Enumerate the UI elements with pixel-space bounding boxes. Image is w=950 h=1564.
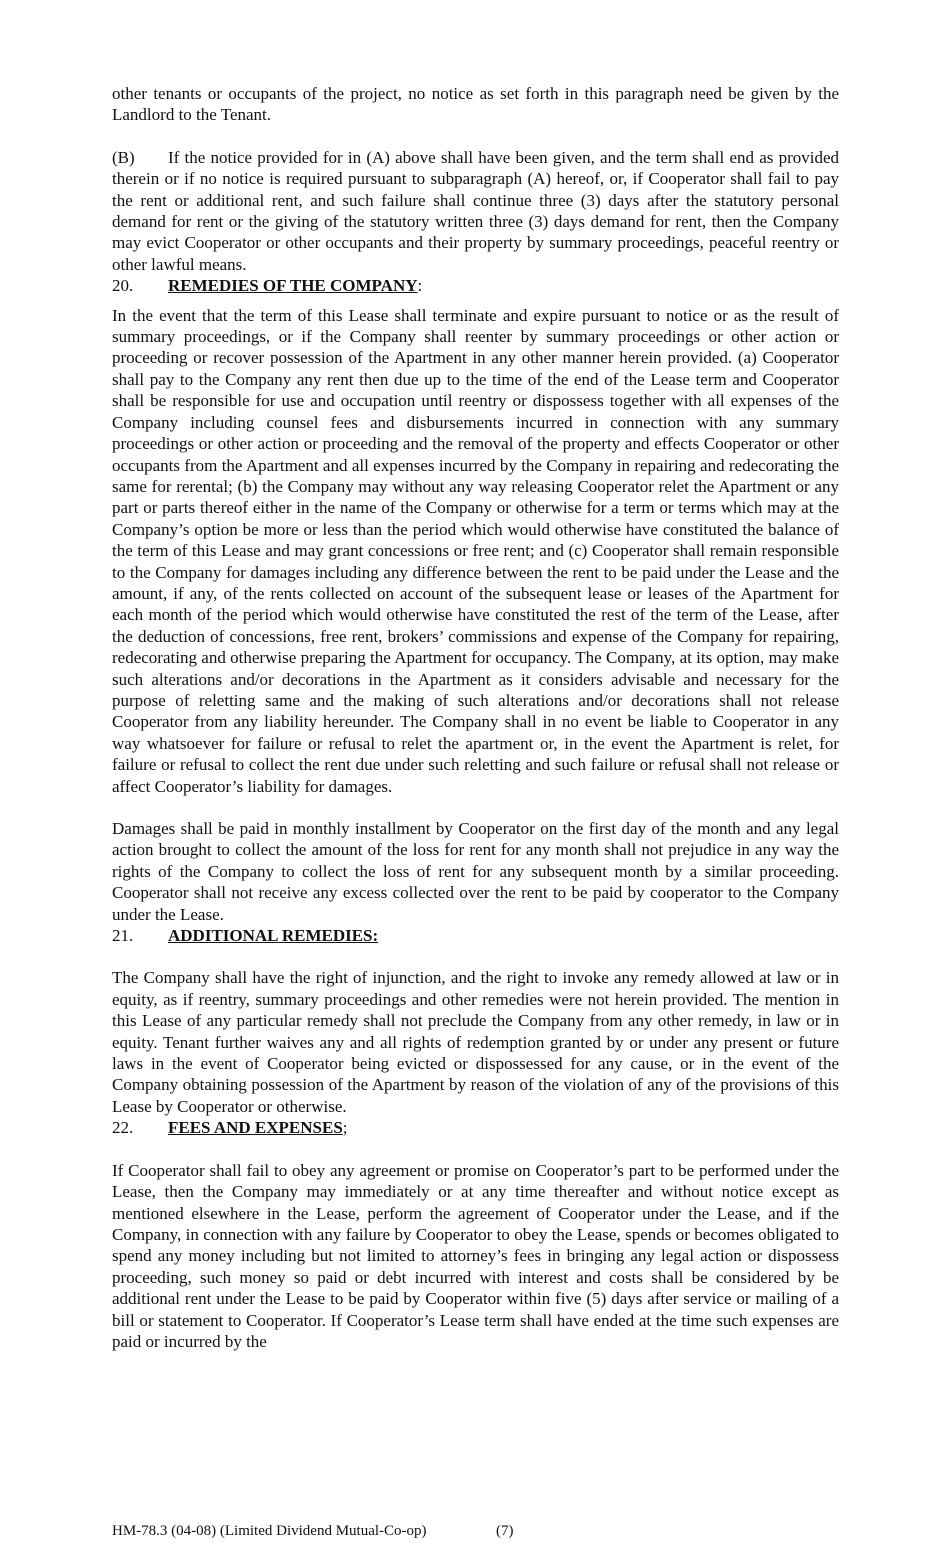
paragraph-b-text: If the notice provided for in (A) above shall have been given, and the term shall end as provided therein or if no notice is required pursuant to subparagraph (A) hereof, or, if Cooperator shall fail to pay the rent or additional rent, and such failure shall continue three (3) days after the statutory personal demand for rent or the giving of the statutory written three (3) days demand for rent, then the Company may evict Cooperator or other occupants and their property by summary proceedings, peaceful reentry or other lawful means.: [112, 147, 839, 274]
section-20-number: 20.: [112, 276, 134, 296]
section-20-suffix: :: [417, 276, 423, 296]
section-22-number: 22.: [112, 1118, 134, 1138]
section-22-suffix: ;: [342, 1118, 348, 1138]
section-22-heading: [112, 1117, 839, 1138]
paragraph-b-label: (B): [112, 147, 135, 167]
section-20-title: REMEDIES OF THE COMPANY: [168, 276, 418, 296]
section-21-number: 21.: [112, 926, 134, 946]
section-21-paragraph-1: The Company shall have the right of injunction, and the right to invoke any remedy allowed at law or in equity, as if reentry, summary proceedings and other remedies were not herein provided. The mention in this Lease of any particular remedy shall not preclude the Company from any other remedy, in law or in equity. Tenant further waives any and all rights of redemption granted by or under any present or future laws in the event of Cooperator being evicted or dispossessed for any cause, or in the event of the Company obtaining possession of the Apartment by reason of the violation of any of the provisions of this Lease by Cooperator or otherwise.: [112, 968, 839, 1116]
intro-paragraph: other tenants or occupants of the project, no notice as set forth in this paragraph need be given by the Landlord to the Tenant.: [112, 84, 839, 125]
footer-form-id: HM-78.3 (04-08) (Limited Dividend Mutual-Co-op): [112, 1523, 427, 1539]
section-21-title: ADDITIONAL REMEDIES:: [168, 926, 379, 946]
section-21-heading: [112, 925, 839, 946]
footer-page-number: (7): [496, 1523, 514, 1539]
document-page: [112, 83, 839, 1352]
paragraph-b: [112, 147, 839, 275]
section-20-paragraph-1: In the event that the term of this Lease shall terminate and expire pursuant to notice or as the result of summary proceedings, or if the Company shall reenter by summary proceedings or other action or proceeding or recover possession of the Apartment in any other manner herein provided. (a) Cooperator shall pay to the Company any rent then due up to the time of the end of the Lease term and Cooperator shall be responsible for use and occupation until reentry or dispossess together with all expenses of the Company including counsel fees and disbursements incurred in connection with any summary proceedings or other action or proceeding and the removal of the property and effects Cooperator or other occupants from the Apartment and all expenses incurred by the Company in repairing and redecorating the same for rerental; (b) the Company may without any way releasing Cooperator relet the Apartment or any part or parts thereof either in the name of the Company or otherwise for a term or terms which may at the Company’s option be more or less than the period which would otherwise have constituted the balance of the term of this Lease and may grant concessions or free rent; and (c) Cooperator shall remain responsible to the Company for damages including any difference between the rent to be paid under the Lease and the amount, if any, of the rents collected on account of the subsequent lease or leases of the Apartment for each month of the period which would otherwise have constituted the rest of the term of the Lease, after the deduction of concessions, free rent, brokers’ commissions and expense of the Company for repairing, redecorating and otherwise preparing the Apartment for occupancy. The Company, at its option, may make such alterations and/or decorations in the Apartment as it considers advisable and necessary for the purpose of reletting same and the making of such alterations and/or decorations shall not release Cooperator from any liability hereunder. The Company shall in no event be liable to Cooperator in any way whatsoever for failure or refusal to relet the apartment or, in the event the Apartment is relet, for failure or refusal to collect the rent due under such reletting and such failure or refusal shall not release or affect Cooperator’s liability for damages.: [112, 305, 839, 796]
section-20-paragraph-2: Damages shall be paid in monthly installment by Cooperator on the first day of the month and any legal action brought to collect the amount of the loss for rent for any month shall not prejudice in any way the rights of the Company to collect the loss of rent for any subsequent month by a similar proceeding. Cooperator shall not receive any excess collected over the rent to be paid by cooperator to the Company under the Lease.: [112, 819, 839, 924]
section-22-title: FEES AND EXPENSES: [168, 1118, 343, 1138]
section-22-paragraph-1: If Cooperator shall fail to obey any agreement or promise on Cooperator’s part to be performed under the Lease, then the Company may immediately or at any time thereafter and without notice except as mentioned elsewhere in the Lease, perform the agreement of Cooperator under the Lease, and if the Company, in connection with any failure by Cooperator to obey the Lease, spends or becomes obligated to spend any money including but not limited to attorney’s fees in bringing any legal action or dispossess proceeding, such money so paid or debt incurred with interest and costs shall be considered by be additional rent under the Lease to be paid by Cooperator within five (5) days after service or mailing of a bill or statement to Cooperator. If Cooperator’s Lease term shall have ended at the time such expenses are paid or incurred by the: [112, 1160, 839, 1351]
page-footer: [112, 1523, 514, 1540]
section-20-heading: [112, 275, 839, 296]
